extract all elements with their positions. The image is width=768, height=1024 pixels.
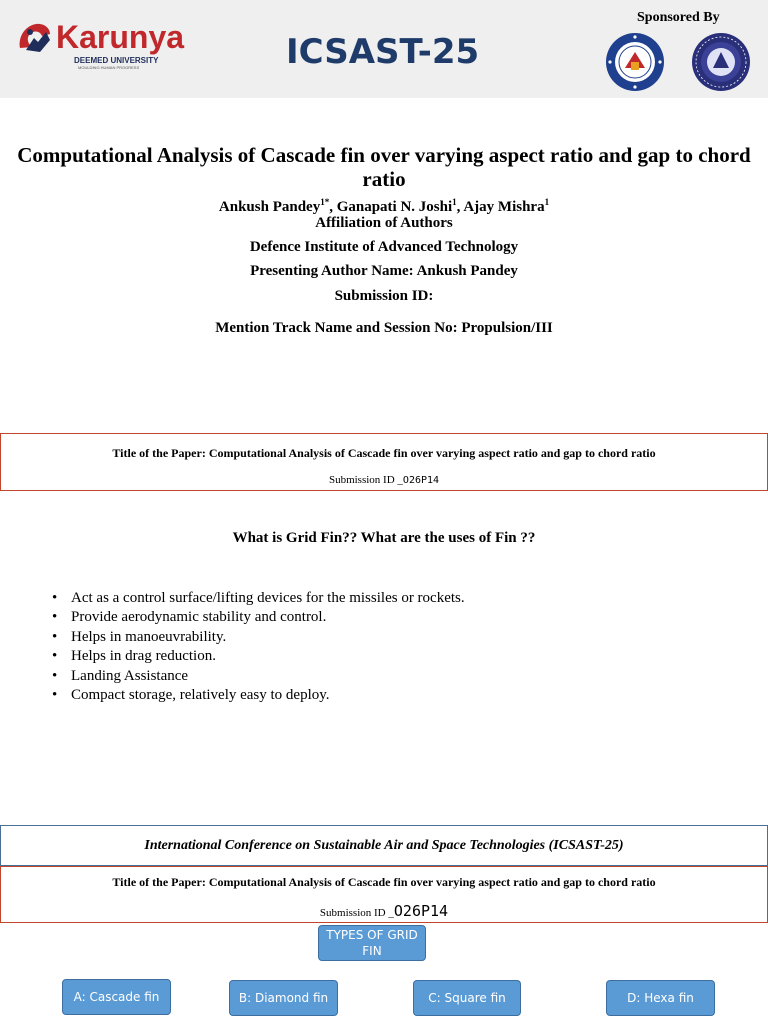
- karunya-emblem-icon: [16, 20, 54, 58]
- submission-id-line: Submission ID:: [334, 288, 434, 304]
- list-item: • Act as a control surface/lifting devices for the missiles or rockets.: [52, 589, 465, 608]
- author-affiliation-mark: 1: [452, 197, 457, 207]
- institute-seal-icon: [691, 32, 751, 92]
- track-session: Mention Track Name and Session No: Propulsion/III: [215, 320, 553, 336]
- paper-info-box: [0, 433, 768, 491]
- conference-full-name: International Conference on Sustainable Air and Space Technologies (ICSAST-25): [144, 838, 624, 853]
- author-name: Ganapati N. Joshi: [336, 199, 453, 215]
- drdo-seal-icon: [605, 32, 665, 92]
- logo-tagline: MOULDING HUMAN PROGRESS: [78, 65, 140, 70]
- author-separator: ,: [456, 199, 464, 215]
- author-affiliation-mark: 1: [544, 197, 550, 207]
- paper-title: Computational Analysis of Cascade fin over varying aspect ratio and gap to chord ratio: [17, 143, 751, 191]
- conference-footer: [0, 825, 768, 866]
- box-submission-id: [1, 902, 767, 920]
- box-paper-title: Title of the Paper: Computational Analysis of Cascade fin over varying aspect ratio and gap to chord ratio: [112, 875, 656, 889]
- logo-subtitle: DEEMED UNIVERSITY: [74, 56, 159, 65]
- author-separator: ,: [329, 199, 337, 215]
- affiliation: Defence Institute of Advanced Technology: [249, 239, 519, 255]
- box-submission-id: [1, 474, 767, 486]
- logo-wordmark: Karunya: [56, 19, 185, 55]
- author-list: [0, 199, 768, 215]
- diamond-fin-node: B: Diamond fin: [229, 980, 338, 1016]
- hexa-fin-node: D: Hexa fin: [606, 980, 715, 1016]
- list-item: • Helps in drag reduction.: [52, 647, 465, 666]
- author-name: Ankush Pandey: [218, 199, 321, 215]
- grid-fin-types-node: TYPES OF GRID FIN: [318, 925, 426, 961]
- submission-id-value: O26P14: [402, 475, 440, 486]
- affiliation-label: Affiliation of Authors: [315, 215, 453, 231]
- author-name: Ajay Mishra: [463, 199, 545, 215]
- list-item: • Compact storage, relatively easy to deploy.: [52, 686, 465, 705]
- sponsor-label: Sponsored By: [637, 10, 720, 25]
- uses-list: [52, 589, 465, 705]
- author-affiliation-mark: 1*: [320, 197, 330, 207]
- karunya-logo: [16, 18, 186, 70]
- paper-info-box-footer: [0, 866, 768, 923]
- list-item: • Provide aerodynamic stability and control.: [52, 608, 465, 627]
- submission-id-prefix: Submission ID _: [328, 474, 403, 486]
- box-paper-title: Title of the Paper: Computational Analysis of Cascade fin over varying aspect ratio and gap to chord ratio: [112, 446, 656, 460]
- submission-id-prefix: Submission ID _: [319, 907, 394, 919]
- list-item: • Helps in manoeuvrability.: [52, 628, 465, 647]
- presenting-author: Presenting Author Name: Ankush Pandey: [250, 263, 518, 279]
- submission-id-value: O26P14: [393, 902, 449, 920]
- section-question: What is Grid Fin?? What are the uses of Fin ??: [232, 530, 536, 546]
- cascade-fin-node: A: Cascade fin: [62, 979, 171, 1015]
- header-banner: [0, 0, 768, 98]
- conference-title: ICSAST-25: [286, 32, 480, 72]
- list-item: • Landing Assistance: [52, 667, 465, 686]
- square-fin-node: C: Square fin: [413, 980, 521, 1016]
